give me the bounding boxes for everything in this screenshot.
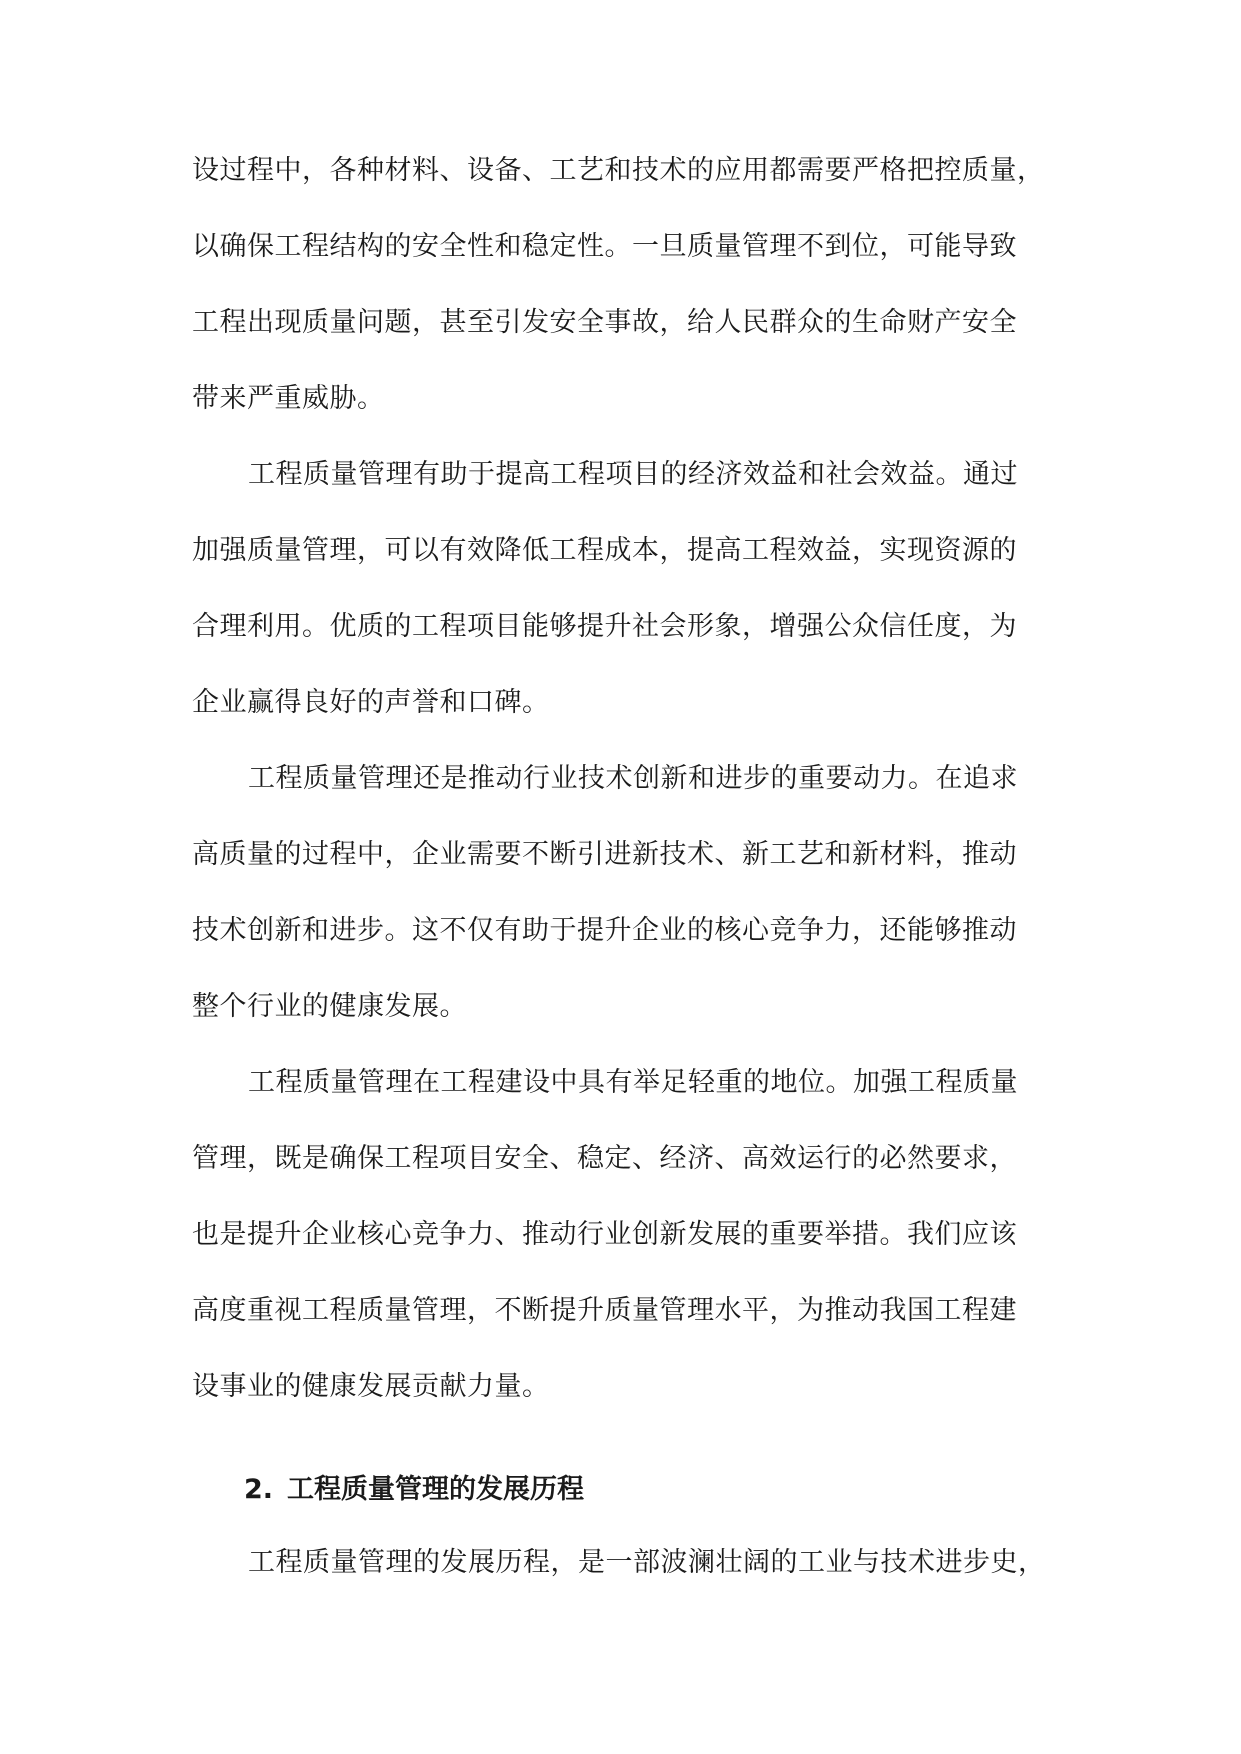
section-number: 2. (244, 1474, 274, 1505)
paragraph-line: 技术创新和进步。这不仅有助于提升企业的核心竞争力，还能够推动 (192, 915, 1017, 946)
body-text (192, 133, 1052, 1425)
paragraph-line: 整个行业的健康发展。 (192, 991, 467, 1022)
paragraph-line: 高度重视工程质量管理，不断提升质量管理水平，为推动我国工程建 (192, 1295, 1017, 1326)
paragraph-line: 设过程中，各种材料、设备、工艺和技术的应用都需要严格把控质量， (192, 155, 1045, 186)
paragraph-line: 高质量的过程中，企业需要不断引进新技术、新工艺和新材料，推动 (192, 839, 1017, 870)
paragraph-line: 加强质量管理，可以有效降低工程成本，提高工程效益，实现资源的 (192, 535, 1017, 566)
paragraph-line: 工程出现质量问题，甚至引发安全事故，给人民群众的生命财产安全 (192, 307, 1017, 338)
section-heading (244, 1470, 584, 1510)
paragraph-2 (192, 437, 1052, 741)
paragraph-line: 合理利用。优质的工程项目能够提升社会形象，增强公众信任度，为 (192, 611, 1017, 642)
paragraph-3 (192, 741, 1052, 1045)
paragraph-line: 管理，既是确保工程项目安全、稳定、经济、高效运行的必然要求， (192, 1143, 1017, 1174)
paragraph-line: 带来严重威胁。 (192, 383, 385, 414)
paragraph-4 (192, 1045, 1052, 1425)
paragraph-line: 企业赢得良好的声誉和口碑。 (192, 687, 550, 718)
paragraph-line: 以确保工程结构的安全性和稳定性。一旦质量管理不到位，可能导致 (192, 231, 1017, 262)
paragraph-line: 工程质量管理有助于提高工程项目的经济效益和社会效益。通过 (248, 459, 1018, 490)
paragraph-line: 也是提升企业核心竞争力、推动行业创新发展的重要举措。我们应该 (192, 1219, 1017, 1250)
paragraph-line: 工程质量管理还是推动行业技术创新和进步的重要动力。在追求 (248, 763, 1018, 794)
paragraph-5-first-line: 工程质量管理的发展历程，是一部波澜壮阔的工业与技术进步史， (248, 1547, 1046, 1578)
section-title: 工程质量管理的发展历程 (287, 1474, 585, 1505)
paragraph-line: 设事业的健康发展贡献力量。 (192, 1371, 550, 1402)
paragraph-line: 工程质量管理在工程建设中具有举足轻重的地位。加强工程质量 (248, 1067, 1018, 1098)
paragraph-1 (192, 133, 1052, 437)
